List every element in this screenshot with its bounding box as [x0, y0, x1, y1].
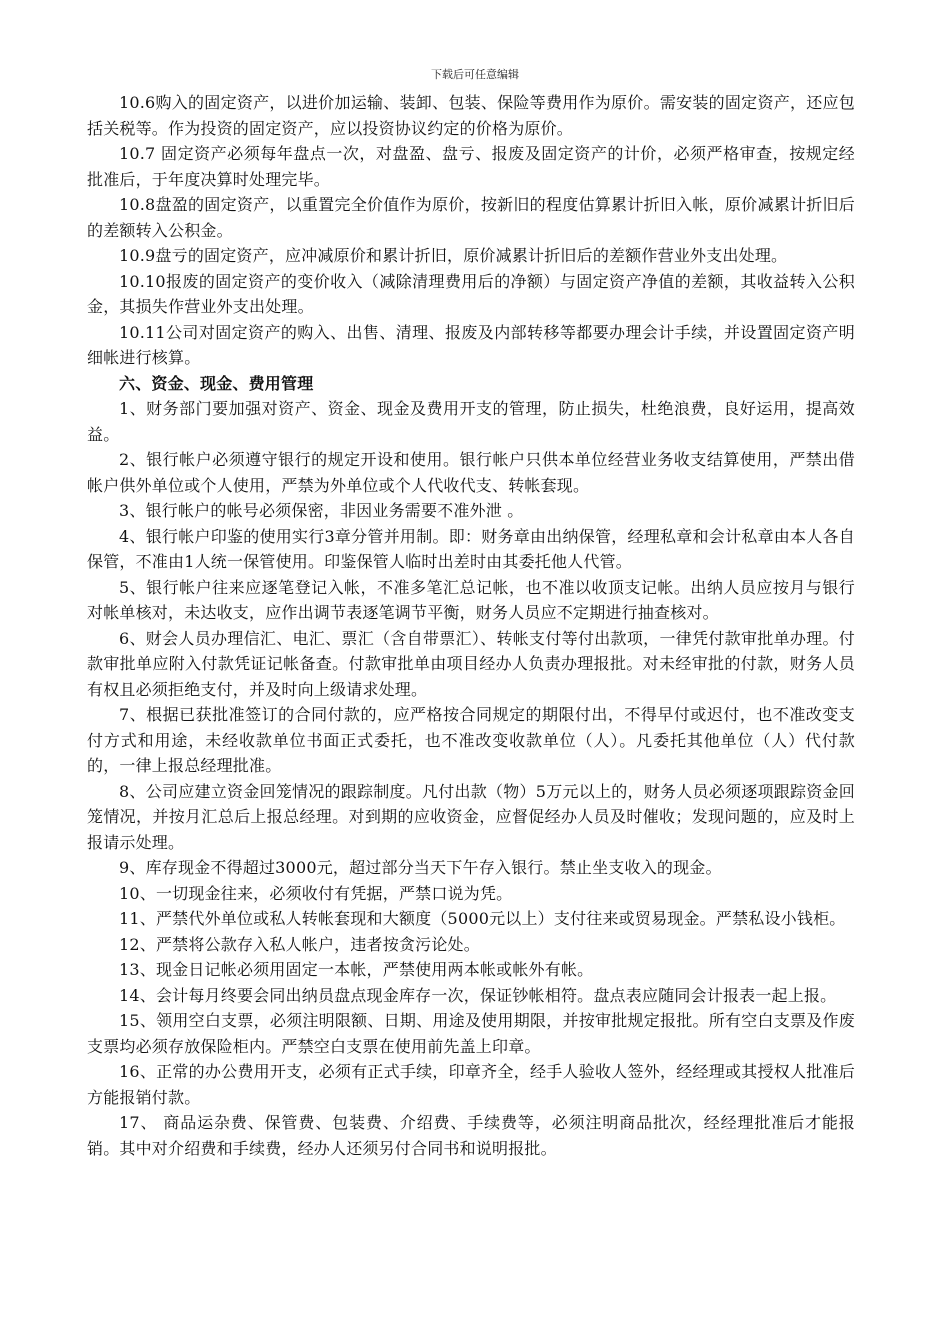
paragraph-10-10: 10.10报废的固定资产的变价收入（减除清理费用后的净额）与固定资产净值的差额，其收益转入公积金，其损失作营业外支出处理。: [87, 271, 855, 316]
paragraph-4: 4、银行帐户印鉴的使用实行3章分管并用制。即：财务章由出纳保管，经理私章和会计私章由本人各自保管，不准由1人统一保管使用。印鉴保管人临时出差时由其委托他人代管。: [87, 526, 855, 571]
paragraph-6: 6、财会人员办理信汇、电汇、票汇（含自带票汇）、转帐支付等付出款项，一律凭付款审批单办理。付款审批单应附入付款凭证记帐备查。付款审批单由项目经办人负责办理报批。对未经审批的付款，财务人员有权且必须拒绝支付，并及时向上级请求处理。: [87, 628, 855, 699]
paragraph-1: 1、财务部门要加强对资产、资金、现金及费用开支的管理，防止损失，杜绝浪费，良好运用，提高效益。: [87, 399, 855, 444]
paragraph-11: 11、严禁代外单位或私人转帐套现和大额度（5000元以上）支付往来或贸易现金。严禁私设小钱柜。: [119, 909, 846, 928]
document-body: [87, 90, 855, 1161]
paragraph-10-6: 10.6购入的固定资产，以进价加运输、装卸、包装、保险等费用作为原价。需安装的固定资产，还应包括关税等。作为投资的固定资产，应以投资协议约定的价格为原价。: [87, 93, 855, 138]
paragraph-8: 8、公司应建立资金回笼情况的跟踪制度。凡付出款（物）5万元以上的，财务人员必须逐项跟踪资金回笼情况，并按月汇总后上报总经理。对到期的应收资金，应督促经办人员及时催收；发现问题的，应及时上报请示处理。: [87, 781, 855, 852]
paragraph-9: 9、库存现金不得超过3000元，超过部分当天下午存入银行。禁止坐支收入的现金。: [119, 858, 722, 877]
paragraph-3: 3、银行帐户的帐号必须保密，非因业务需要不准外泄 。: [119, 501, 524, 520]
paragraph-14: 14、会计每月终要会同出纳员盘点现金库存一次，保证钞帐相符。盘点表应随同会计报表一起上报。: [119, 985, 837, 1005]
paragraph-10-11: 10.11公司对固定资产的购入、出售、清理、报废及内部转移等都要办理会计手续，并设置固定资产明细帐进行核算。: [87, 322, 855, 367]
paragraph-17: 17、 商品运杂费、保管费、包装费、介绍费、手续费等，必须注明商品批次，经经理批准后才能报销。其中对介绍费和手续费，经办人还须另付合同书和说明报批。: [87, 1113, 855, 1158]
paragraph-12: 12、严禁将公款存入私人帐户，违者按贪污论处。: [119, 934, 480, 954]
paragraph-13: 13、现金日记帐必须用固定一本帐，严禁使用两本帐或帐外有帐。: [119, 960, 594, 979]
page-header: 下载后可任意编辑: [431, 68, 519, 81]
paragraph-10-8: 10.8盘盈的固定资产，以重置完全价值作为原价，按新旧的程度估算累计折旧入帐，原价减累计折旧后的差额转入公积金。: [87, 195, 855, 240]
paragraph-5: 5、银行帐户往来应逐笔登记入帐，不准多笔汇总记帐，也不准以收顶支记帐。出纳人员应按月与银行对帐单核对，未达收支，应作出调节表逐笔调节平衡，财务人员应不定期进行抽查核对。: [87, 577, 855, 622]
paragraph-10: 10、一切现金往来，必须收付有凭据，严禁口说为凭。: [119, 883, 513, 903]
section-heading: 六、资金、现金、费用管理: [119, 373, 314, 393]
paragraph-10-9: 10.9盘亏的固定资产，应冲减原价和累计折旧，原价减累计折旧后的差额作营业外支出处理。: [119, 246, 788, 265]
paragraph-15: 15、领用空白支票，必须注明限额、日期、用途及使用期限，并按审批规定报批。所有空白支票及作废支票均必须存放保险柜内。严禁空白支票在使用前先盖上印章。: [87, 1011, 855, 1056]
paragraph-10-7: 10.7 固定资产必须每年盘点一次，对盘盈、盘亏、报废及固定资产的计价，必须严格审查，按规定经批准后，于年度决算时处理完毕。: [87, 144, 855, 189]
paragraph-2: 2、银行帐户必须遵守银行的规定开设和使用。银行帐户只供本单位经营业务收支结算使用，严禁出借帐户供外单位或个人使用，严禁为外单位或个人代收代支、转帐套现。: [87, 450, 855, 495]
paragraph-7: 7、根据已获批准签订的合同付款的，应严格按合同规定的期限付出，不得早付或迟付，也不准改变支付方式和用途，未经收款单位书面正式委托，也不准改变收款单位（人）。凡委托其他单位（人）代付款的，一律上报总经理批准。: [87, 705, 855, 775]
paragraph-16: 16、正常的办公费用开支，必须有正式手续，印章齐全，经手人验收人签外，经经理或其授权人批准后方能报销付款。: [87, 1062, 855, 1107]
